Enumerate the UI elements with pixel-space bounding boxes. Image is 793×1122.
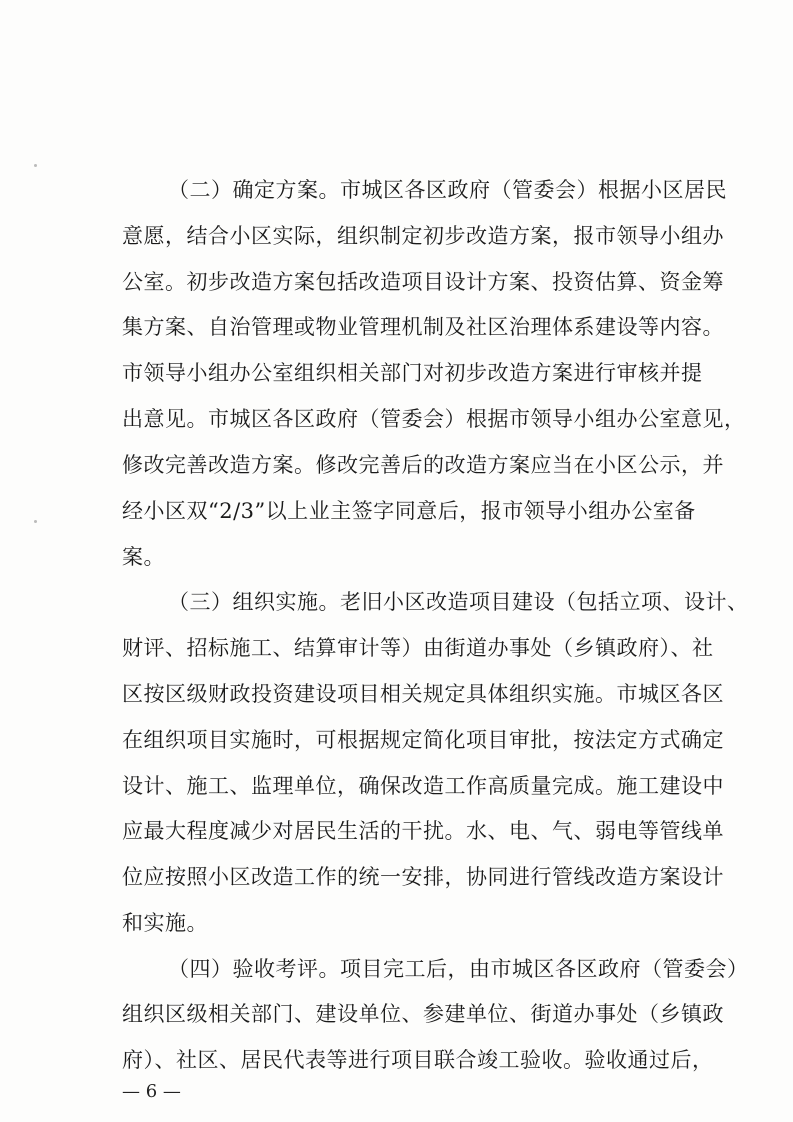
paragraph-line: 市领导小组办公室组织相关部门对初步改造方案进行审核并提 <box>122 361 703 385</box>
paragraph-line: 集方案、自治管理或物业管理机制及社区治理体系建设等内容。 <box>122 315 724 339</box>
scan-mark <box>34 520 37 523</box>
paragraph-line: 案。 <box>122 545 165 569</box>
paragraph-line: 位应按照小区改造工作的统一安排，协同进行管线改造方案设计 <box>122 865 724 889</box>
paragraph-line: 设计、施工、监理单位，确保改造工作高质量完成。施工建设中 <box>122 774 724 798</box>
paragraph-line: （三）组织实施。老旧小区改造项目建设（包括立项、设计、 <box>168 590 749 614</box>
paragraph-line: 和实施。 <box>122 911 208 935</box>
paragraph-line: （四）验收考评。项目完工后，由市城区各区政府（管委会） <box>168 957 749 981</box>
paragraph-line: 在组织项目实施时，可根据规定简化项目审批，按法定方式确定 <box>122 728 724 752</box>
scan-mark <box>34 164 37 167</box>
paragraph-line: 出意见。市城区各区政府（管委会）根据市领导小组办公室意见， <box>122 407 746 431</box>
paragraph-line: 府）、社区、居民代表等进行项目联合竣工验收。验收通过后， <box>122 1048 714 1072</box>
paragraph-line: 意愿，结合小区实际，组织制定初步改造方案，报市领导小组办 <box>122 224 724 248</box>
paragraph-line: 应最大程度减少对居民生活的干扰。水、电、气、弱电等管线单 <box>122 819 724 843</box>
paragraph-line: 公室。初步改造方案包括改造项目设计方案、投资估算、资金筹 <box>122 270 724 294</box>
page-number: — 6 — <box>122 1081 181 1102</box>
paragraph-line: 组织区级相关部门、建设单位、参建单位、街道办事处（乡镇政 <box>122 1002 724 1026</box>
paragraph-line: （二）确定方案。市城区各区政府（管委会）根据小区居民 <box>168 178 727 202</box>
paragraph-line: 经小区双“2/3”以上业主签字同意后，报市领导小组办公室备 <box>122 499 696 523</box>
paragraph-line: 修改完善改造方案。修改完善后的改造方案应当在小区公示，并 <box>122 453 724 477</box>
paragraph-line: 财评、招标施工、结算审计等）由街道办事处（乡镇政府）、社 <box>122 636 714 660</box>
paragraph-line: 区按区级财政投资建设项目相关规定具体组织实施。市城区各区 <box>122 682 724 706</box>
